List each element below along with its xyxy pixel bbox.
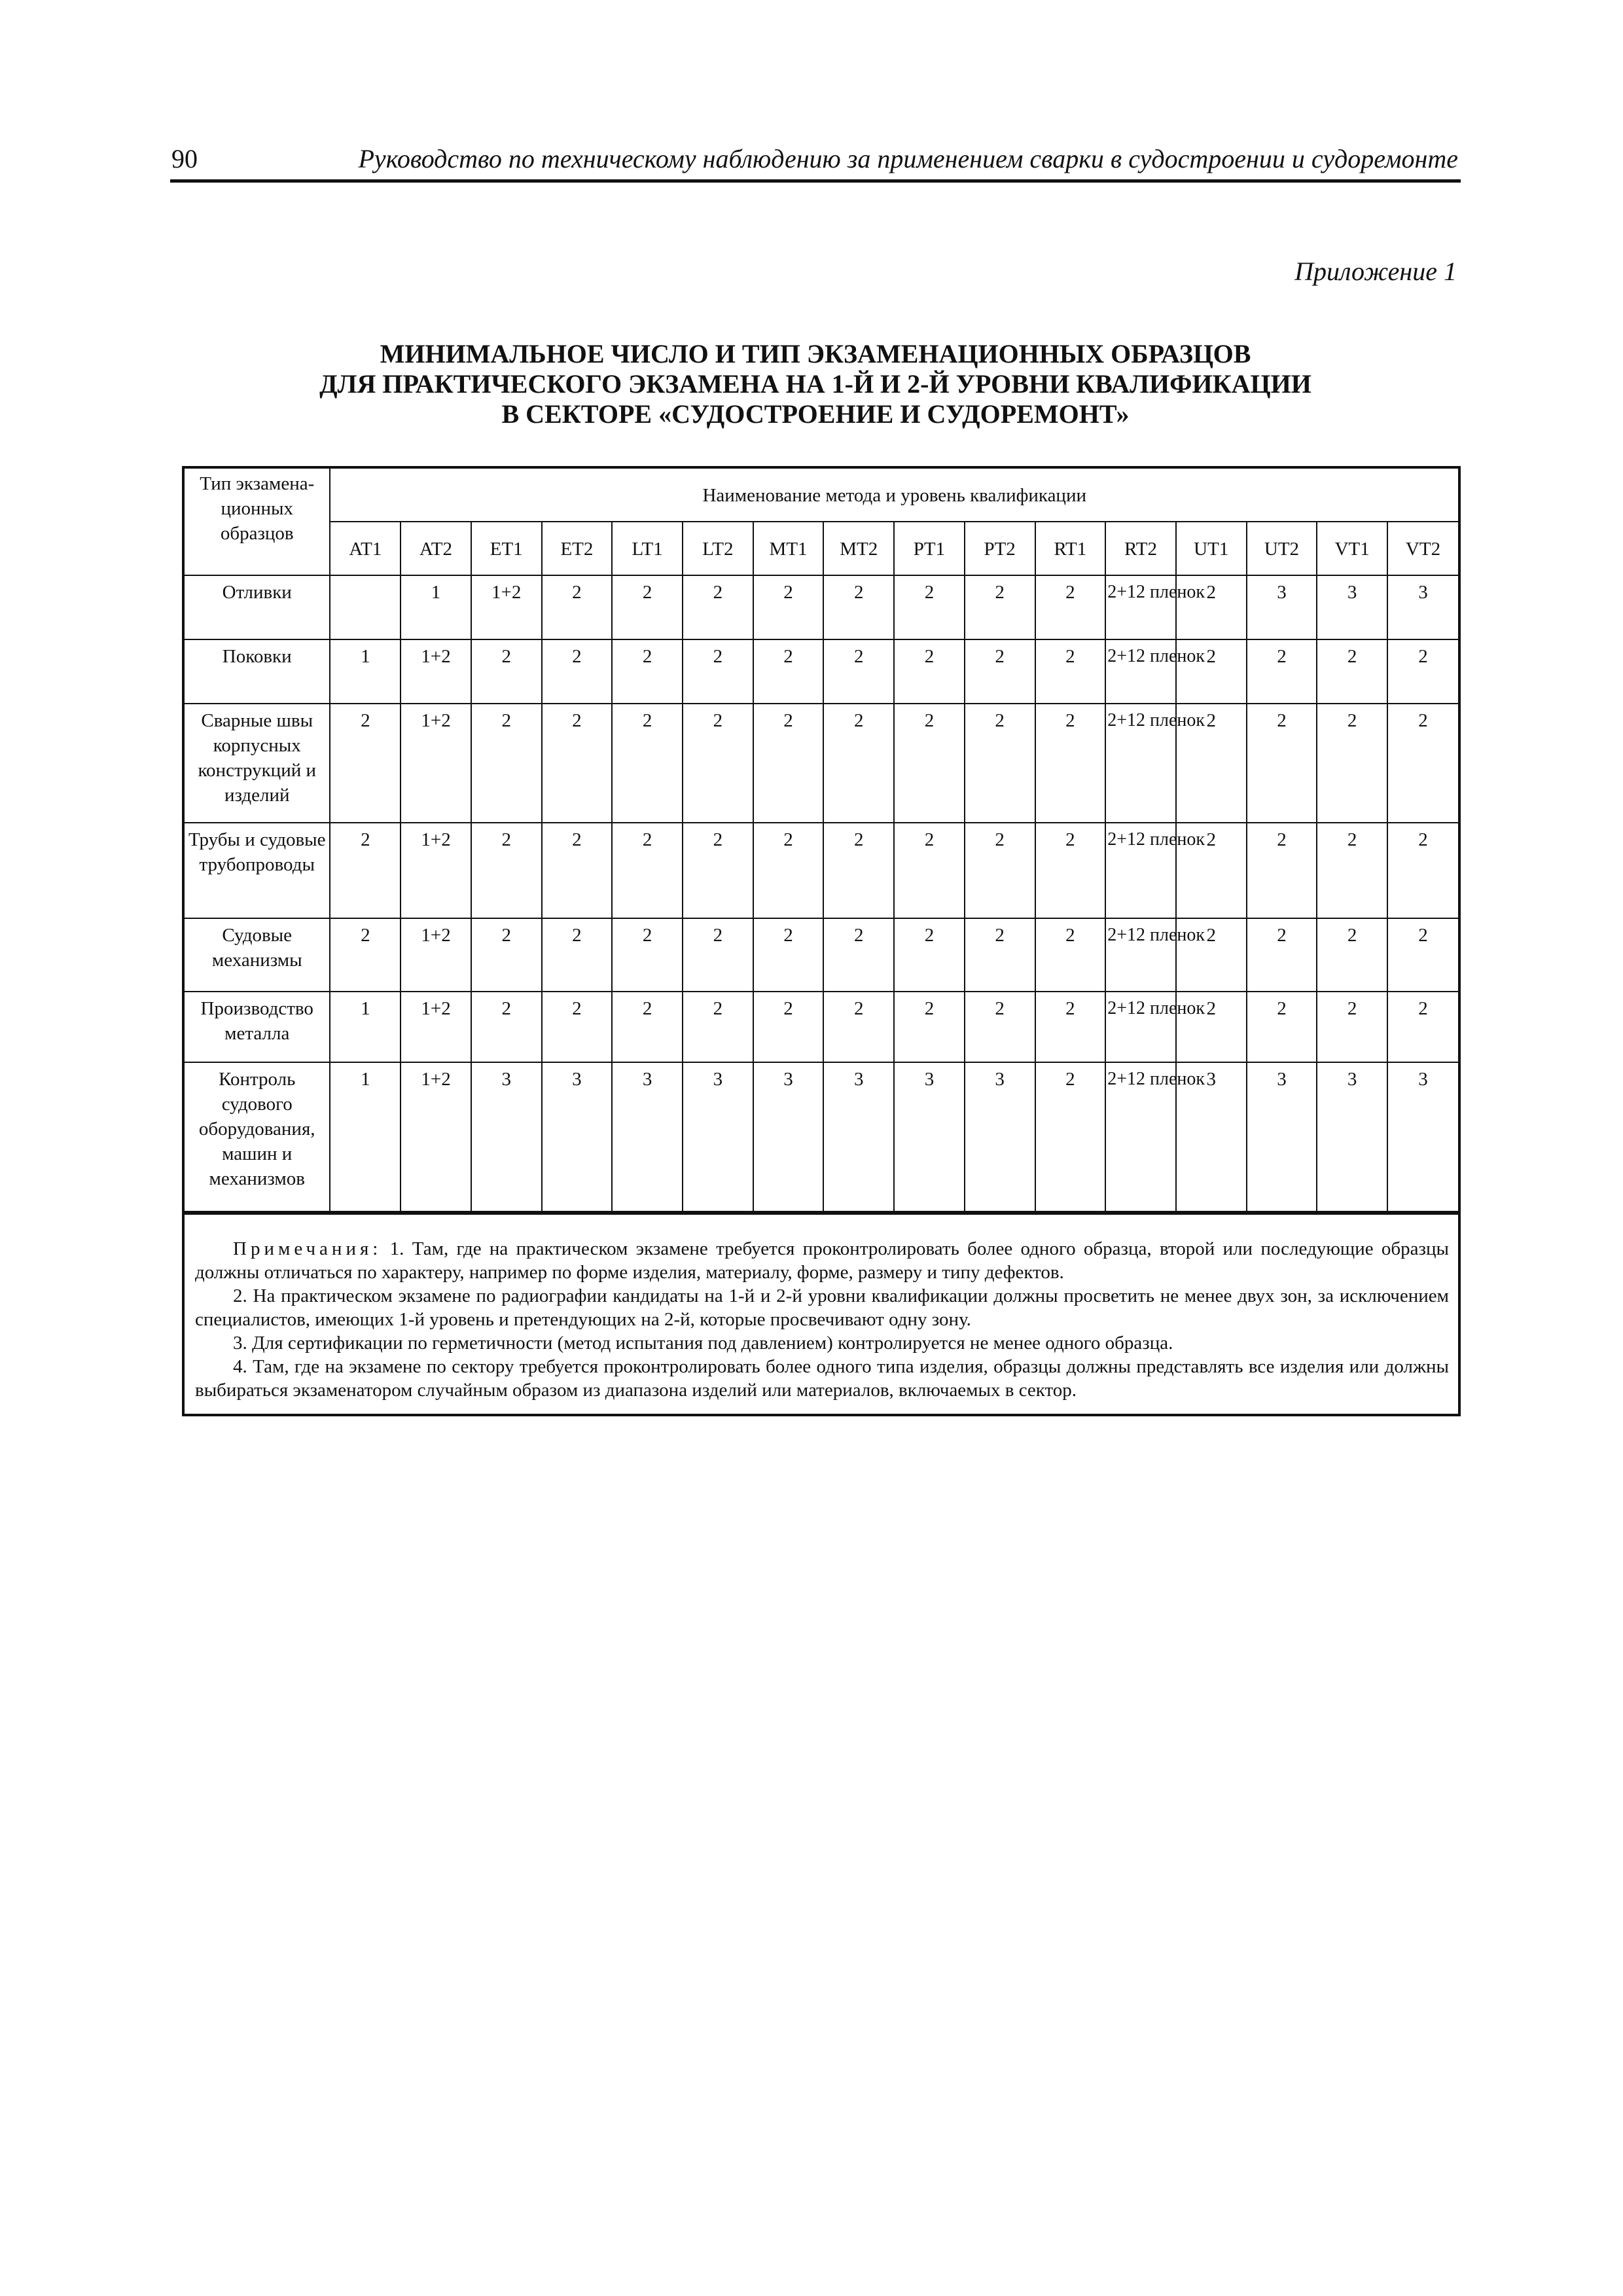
table-cell-mt1: 2 [753,823,824,918]
table-cell-rt2: 2+12 пленок [1105,639,1176,704]
method-code-ut2: UT2 [1247,522,1317,575]
table-cell-pt2: 3 [965,1062,1035,1211]
table-cell-rt1: 2 [1035,992,1106,1062]
table-cell-lt1: 2 [612,992,683,1062]
table-cell-pt1: 2 [894,823,965,918]
table-cell-ut1: 2 [1176,918,1247,992]
table-cell-vt1: 2 [1317,823,1387,918]
table-cell-vt1: 2 [1317,639,1387,704]
note-4: 4. Там, где на экзамене по сектору требуется проконтролировать более одного типа изделия, образцы должны представлять все изделия или должны выбираться экзаменатором случайным образом из диапазона изделий или материалов, включаемых в сектор. [195,1356,1449,1401]
table-cell-mt1: 2 [753,918,824,992]
method-code-pt1: PT1 [894,522,965,575]
table-cell-ut1: 2 [1176,575,1247,639]
title-line-3: В СЕКТОРЕ «СУДОСТРОЕНИЕ И СУДОРЕМОНТ» [501,399,1130,429]
table-cell-at2: 1+2 [401,992,471,1062]
table-row [185,992,1458,1062]
table-cell-pt1: 2 [894,918,965,992]
method-code-mt1: MT1 [753,522,824,575]
qualification-table-frame [182,466,1461,1416]
table-cell-et2: 2 [542,918,613,992]
table-cell-ut2: 2 [1247,823,1317,918]
table-cell-rt2: 2+12 пленок [1105,918,1176,992]
table-cell-et1: 2 [471,918,542,992]
table-cell-rt1: 2 [1035,639,1106,704]
table-cell-mt2: 2 [823,918,894,992]
table-cell-vt2: 2 [1387,918,1458,992]
table-cell-et1: 1+2 [471,575,542,639]
table-row [185,823,1458,918]
method-code-rt1: RT1 [1035,522,1106,575]
table-cell-pt1: 2 [894,575,965,639]
method-code-et1: ET1 [471,522,542,575]
method-code-mt2: MT2 [823,522,894,575]
table-cell-rt2: 2+12 пленок [1105,704,1176,823]
table-cell-vt1: 3 [1317,1062,1387,1211]
row-label: Сварные швы корпусных конструкций и изделий [185,704,330,823]
table-cell-vt2: 3 [1387,575,1458,639]
method-code-lt2: LT2 [683,522,753,575]
table-cell-lt2: 2 [683,704,753,823]
table-cell-vt2: 2 [1387,639,1458,704]
method-code-vt1: VT1 [1317,522,1387,575]
note-3: 3. Для сертификации по герметичности (метод испытания под давлением) контролируется не менее одного образца. [233,1333,1173,1354]
table-cell-mt2: 2 [823,704,894,823]
table-cell-et2: 2 [542,992,613,1062]
table-cell-lt1: 2 [612,704,683,823]
table-cell-et2: 2 [542,575,613,639]
table-cell-at2: 1+2 [401,1062,471,1211]
table-cell-lt1: 2 [612,823,683,918]
method-code-ut1: UT1 [1176,522,1247,575]
table-cell-lt2: 2 [683,575,753,639]
running-header [170,143,1461,183]
table-body [185,575,1458,1211]
table-cell-pt2: 2 [965,639,1035,704]
table-cell-et1: 2 [471,639,542,704]
table-cell-rt2: 2+12 пленок [1105,823,1176,918]
table-cell-mt2: 2 [823,575,894,639]
table-cell-lt2: 2 [683,639,753,704]
method-code-vt2: VT2 [1387,522,1458,575]
table-cell-ut2: 2 [1247,918,1317,992]
row-label: Судовые механизмы [185,918,330,992]
table-row [185,704,1458,823]
table-cell-mt1: 2 [753,639,824,704]
page-number: 90 [171,144,198,173]
table-cell-ut2: 2 [1247,704,1317,823]
table-cell-et1: 2 [471,704,542,823]
table-cell-ut1: 2 [1176,704,1247,823]
table-cell-vt2: 3 [1387,1062,1458,1211]
qualification-table [185,469,1458,1212]
table-cell-lt1: 2 [612,575,683,639]
table-cell-mt2: 3 [823,1062,894,1211]
method-code-lt1: LT1 [612,522,683,575]
table-cell-rt2: 2+12 пленок [1105,992,1176,1062]
note-1-text: 1. Там, где на практическом экзамене требуется проконтролировать более одного образца, второй или последующие образцы должны отличаться по характеру, например по форме изделия, материалу, форме, размеру и типу дефектов. [195,1238,1449,1283]
table-row [185,1062,1458,1211]
document-title [170,339,1461,429]
appendix-label: Приложение 1 [1294,257,1457,286]
table-cell-at1: 1 [330,992,401,1062]
table-cell-rt2: 2+12 пленок [1105,1062,1176,1211]
table-cell-at2: 1+2 [401,823,471,918]
table-cell-mt1: 2 [753,992,824,1062]
table-cell-at1 [330,575,401,639]
table-cell-lt2: 2 [683,918,753,992]
table-cell-ut1: 2 [1176,992,1247,1062]
table-cell-at1: 2 [330,918,401,992]
table-cell-vt1: 2 [1317,918,1387,992]
method-codes-row [185,522,1458,575]
method-code-pt2: PT2 [965,522,1035,575]
table-cell-at2: 1+2 [401,704,471,823]
table-cell-mt2: 2 [823,992,894,1062]
table-cell-pt2: 2 [965,823,1035,918]
table-cell-ut2: 3 [1247,575,1317,639]
table-row [185,639,1458,704]
table-cell-pt2: 2 [965,575,1035,639]
table-cell-pt1: 2 [894,639,965,704]
table-cell-at2: 1+2 [401,639,471,704]
table-cell-at2: 1 [401,575,471,639]
row-label: Отливки [185,575,330,639]
table-cell-vt1: 3 [1317,575,1387,639]
table-cell-vt1: 2 [1317,704,1387,823]
method-code-at1: AT1 [330,522,401,575]
method-code-et2: ET2 [542,522,613,575]
table-row [185,918,1458,992]
table-cell-vt2: 2 [1387,704,1458,823]
title-line-1: МИНИМАЛЬНОЕ ЧИСЛО И ТИП ЭКЗАМЕНАЦИОННЫХ ОБРАЗЦОВ [380,339,1251,368]
table-cell-rt1: 2 [1035,918,1106,992]
table-cell-ut1: 2 [1176,823,1247,918]
method-code-rt2: RT2 [1105,522,1176,575]
table-cell-mt2: 2 [823,639,894,704]
method-code-at2: AT2 [401,522,471,575]
table-cell-ut1: 2 [1176,639,1247,704]
table-cell-et2: 2 [542,823,613,918]
table-cell-vt2: 2 [1387,823,1458,918]
table-cell-et1: 2 [471,992,542,1062]
table-cell-ut2: 3 [1247,1062,1317,1211]
methods-header: Наименование метода и уровень квалификации [330,469,1458,522]
table-cell-rt1: 2 [1035,704,1106,823]
table-cell-ut2: 2 [1247,992,1317,1062]
table-cell-mt1: 2 [753,704,824,823]
table-cell-et1: 2 [471,823,542,918]
table-cell-rt1: 2 [1035,1062,1106,1211]
table-cell-ut2: 2 [1247,639,1317,704]
table-cell-at1: 1 [330,639,401,704]
table-cell-at1: 1 [330,1062,401,1211]
row-label: Производство металла [185,992,330,1062]
table-cell-pt1: 2 [894,992,965,1062]
row-label: Поковки [185,639,330,704]
table-cell-vt1: 2 [1317,992,1387,1062]
table-cell-at2: 1+2 [401,918,471,992]
note-2: 2. На практическом экзамене по радиографии кандидаты на 1-й и 2-й уровни квалификации должны просветить не менее двух зон, за исключением специалистов, имеющих 1-й уровень и претендующих на 2-й, которые просвечивают одну зону. [195,1285,1449,1330]
notes-block [185,1212,1458,1414]
table-cell-mt1: 2 [753,575,824,639]
table-cell-mt2: 2 [823,823,894,918]
table-cell-lt2: 3 [683,1062,753,1211]
table-cell-lt1: 2 [612,639,683,704]
table-cell-mt1: 3 [753,1062,824,1211]
table-cell-vt2: 2 [1387,992,1458,1062]
table-cell-at1: 2 [330,823,401,918]
table-cell-at1: 2 [330,704,401,823]
table-cell-ut1: 3 [1176,1062,1247,1211]
table-row [185,575,1458,639]
table-cell-et2: 2 [542,639,613,704]
table-cell-lt1: 3 [612,1062,683,1211]
table-cell-et1: 3 [471,1062,542,1211]
table-cell-lt1: 2 [612,918,683,992]
table-cell-pt2: 2 [965,918,1035,992]
table-cell-pt2: 2 [965,704,1035,823]
running-title: Руководство по техническому наблюдению за применением сварки в судостроении и судоремонте [358,144,1458,173]
title-line-2: ДЛЯ ПРАКТИЧЕСКОГО ЭКЗАМЕНА НА 1-Й И 2-Й УРОВНИ КВАЛИФИКАЦИИ [319,369,1311,399]
table-cell-lt2: 2 [683,992,753,1062]
notes-label: Примечания: [233,1238,382,1259]
table-cell-rt1: 2 [1035,575,1106,639]
table-cell-lt2: 2 [683,823,753,918]
note-1 [195,1237,1449,1284]
table-cell-rt2: 2+12 пленок [1105,575,1176,639]
table-cell-pt1: 2 [894,704,965,823]
specimen-type-header: Тип экзамена-ционных образцов [185,469,330,575]
table-cell-pt2: 2 [965,992,1035,1062]
table-cell-et2: 2 [542,704,613,823]
row-label: Трубы и судовые трубопроводы [185,823,330,918]
table-cell-rt1: 2 [1035,823,1106,918]
table-cell-pt1: 3 [894,1062,965,1211]
row-label: Контроль судового оборудования, машин и механизмов [185,1062,330,1211]
table-cell-et2: 3 [542,1062,613,1211]
